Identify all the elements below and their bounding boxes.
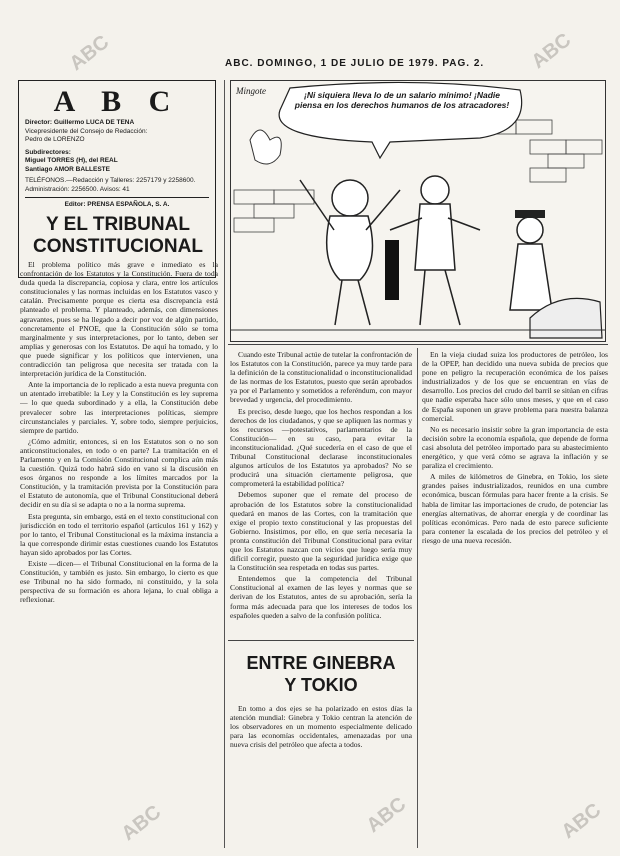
paragraph: Esta pregunta, sin embargo, está en el texto constitucional con jurisdicción en todo el territorio español (artículos 161 y 162) y por lo tanto, el Tribunal Constitucional es la máxima instancia a la que corresponde dirimir estas cuestiones cuando los Estatutos hayan sido aprobados por las Cortes. bbox=[20, 511, 218, 557]
watermark: ABC bbox=[557, 799, 606, 844]
article-column-1 bbox=[20, 260, 218, 848]
cartoon-illustration bbox=[230, 80, 606, 342]
paragraph: No es necesario insistir sobre la gran importancia de esta decisión sobre la economía española, que depende de forma casi absoluta del petróleo importado para su abastecimiento energético, y que verá cómo se agrava la inflación y se paraliza el crecimiento. bbox=[422, 424, 608, 471]
paragraph: En la vieja ciudad suiza los productores de petróleo, los de la OPEP, han decidido una nueva subida de precios que pone en peligro la recuperación económica de los países industrializados y de los que se encuentran en vías de desarrollo. Los precios del crudo del barril se sitúan en cifras que nadie esperaba hace sólo unos meses, y que en el caso de España suponen un grave problema para nuestra balanza comercial. bbox=[422, 350, 608, 423]
paragraph: Es preciso, desde luego, que los hechos respondan a los derechos de los ciudadanos, y que se apliquen las normas y los recursos —potestativos, parlamentarios de la Constitución— en su caso, para evitar la inconstitucionalidad. ¿Qué sucedería en el caso de que el Tribunal Constitucional declarase inconstitucionales algunos artículos de los Estatutos ya aprobados? No se producirá una situación ciertamente peligrosa, que comprometerá la estabilidad política? bbox=[230, 406, 412, 489]
section-divider bbox=[228, 344, 608, 345]
masthead-line: Pedro de LORENZO bbox=[25, 136, 85, 143]
article-column-2 bbox=[230, 350, 412, 634]
article-2-column-3 bbox=[422, 350, 608, 848]
paragraph: ¿Cómo admitir, entonces, si en los Estatutos son o no son anticonstitucionales, en todo o en parte? La tramitación en el Parlamento y en la Comisión Constitucional complica aún más la cuestión. Quizá todo habrá sido en vano si la discusión en esos órganos no responde a los límites marcados por la Constitución, y la tramitación prevista por la Constitución para el Estatuto de autonomía, que el Tribunal Constitucional deberá decidir en su día si se adapta o no a la norma suprema. bbox=[20, 436, 218, 510]
title-line: ENTRE GINEBRA bbox=[246, 653, 396, 673]
paragraph: Ante la importancia de lo replicado a esta nueva pregunta con un atentado irrebatible: la Ley y la Constitución es ley suprema— lo que queda subordinado y a ella, la Constitución debe prevalecer sobre las interpretaciones políticas, siempre circunstanciales y parciales. Y, sobre todo, siempre perjuicios, siempre de partido. bbox=[20, 380, 218, 435]
watermark: ABC bbox=[362, 793, 411, 838]
cartoon-signature: Mingote bbox=[236, 86, 266, 96]
article-title bbox=[20, 214, 216, 258]
paragraph: Entendemos que la competencia del Tribunal Constitucional al examen de las leyes y normas que se derivan de los Estatutos, antes de su aprobación, sería la forma más adecuada para que los intereses de todos los españoles queden a salvo de la confusión política. bbox=[230, 574, 412, 620]
masthead-line: Santiago AMOR BALLESTE bbox=[25, 165, 110, 173]
watermark: ABC bbox=[117, 801, 166, 846]
article-title bbox=[230, 652, 412, 696]
cartoon-speech: ¡Ni siquiera lleva lo de un salario mínimo! ¡Nadie piensa en los derechos humanos de los atracadores! bbox=[294, 90, 510, 110]
watermark: ABC bbox=[65, 31, 114, 76]
paragraph: En tomo a dos ejes se ha polarizado en estos días la atención mundial: Ginebra y Tokio centran la atención de los observadores en un momento especialmente delicado para las economías occidentales, amenazadas por una nueva crisis del petróleo que afecta a todos. bbox=[230, 704, 412, 750]
cartoon-drawing bbox=[230, 80, 606, 342]
paragraph: Debemos suponer que el remate del proceso de aprobación de los Estatutos sobre la constitucionalidad quedará en manos de las Cortes, con la tramitación que exige el propio texto constitucional y las propuestas del Gobierno. Insistimos, por ello, en que sería necesaria la pronta constitución del Tribunal Constitucional para evitar que los Estatutos nazcan con vicios que luego sería muy difícil corregir, puesto que la seguridad jurídica exige que la Constitución sea respetada en todas sus partes. bbox=[230, 490, 412, 573]
title-line: Y TOKIO bbox=[284, 675, 358, 695]
masthead-director: Director: Guillermo LUCA DE TENA bbox=[25, 119, 135, 126]
paragraph: Cuando este Tribunal actúe de tutelar la confrontación de los Estatutos con la Constitución, parece ya muy tarde para la definición de la constitucionalidad o inconstitucionalidad de las normas de los Estatutos, puesto que serán aprobados ya por el Parlamento y sometidos a referéndum, con mayor brevedad y urgencia, del procedimiento. bbox=[230, 350, 412, 405]
masthead-logo: A B C bbox=[53, 85, 181, 118]
masthead-phones: TELÉFONOS.—Redacción y Talleres: 2257179 y 2258600. Administración: 2256500. Avisos: 41 bbox=[25, 177, 196, 193]
paragraph: A miles de kilómetros de Ginebra, en Tokio, los siete grandes países industrializados, reunidos en una cumbre económica, buscan fórmulas para hacer frente a la crisis. Se habla de limitar las importaciones de crudo, de potenciar las energías alternativas, de ahorrar energía y de coordinar las políticas económicas. Pero nada de esto parece suficiente para contener la escalada de los precios del petróleo y el riesgo de una nueva recesión. bbox=[422, 472, 608, 545]
masthead-editor: Editor: PRENSA ESPAÑOLA, S. A. bbox=[64, 201, 170, 208]
section-divider bbox=[228, 640, 414, 641]
masthead-divider bbox=[25, 197, 209, 198]
watermark: ABC bbox=[527, 29, 576, 74]
column-divider bbox=[224, 80, 225, 848]
article-2-column-2 bbox=[230, 704, 412, 848]
paragraph: El problema político más grave e inmediato es la confrontación de los Estatutos y la Constitución. Fuera de toda duda queda la discrepancia, copiosa y clara, entre los artículos constitucionales y las normas incluidas en los Estatutos vasco y catalán. Precisamente porque es cierta esa discrepancia está planteado el problema. Y planteado, además, con dimensiones agravantes, pues se ha llegado a decir por voz de algún partido, concretamente el PNOE, que la Constitución sólo se toma marginalmente y sus interpretaciones, por lo tanto, deben ser amplias y generosas con los Estatutos. De aquí ha tomado, y lo que puede significar y los políticos que intervienen, una contradicción tan peligrosa que necesita ser tratada con la interpretación jurídica de la Constitución. bbox=[20, 260, 218, 379]
title-line: Y EL TRIBUNAL bbox=[46, 214, 190, 235]
masthead-line: Miguel TORRES (H), del REAL bbox=[25, 157, 118, 164]
masthead-line: Vicepresidente del Consejo de Redacción: bbox=[25, 127, 148, 135]
paragraph: Existe —dicen— el Tribunal Constitucional en la forma de la Constitución, y también es justo. Sin embargo, lo cierto es que ese Tribunal no ha sido formado, ni constituido, y la sola perspectiva de su formación es ahora lejana, lo cual obliga a reflexionar. bbox=[20, 559, 218, 605]
masthead-line: Subdirectores: bbox=[25, 148, 71, 156]
title-line: CONSTITUCIONAL bbox=[33, 236, 203, 257]
column-divider bbox=[417, 348, 418, 848]
running-head: ABC. DOMINGO, 1 DE JULIO DE 1979. PAG. 2. bbox=[225, 58, 485, 69]
